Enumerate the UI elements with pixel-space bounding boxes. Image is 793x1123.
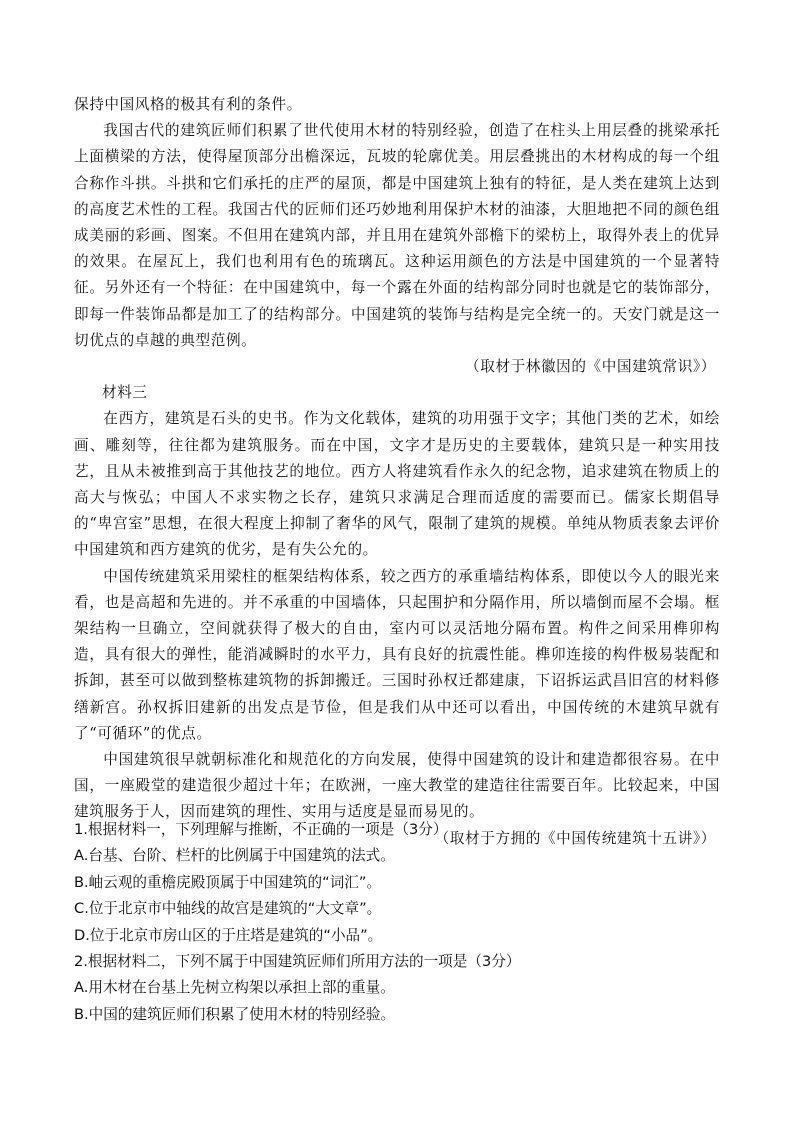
material-heading: 材料三 [102,384,148,402]
source-citation: （取材于方拥的《中国传统建筑十五讲》） [434,829,716,847]
passage-paragraph: 保持中国风格的极其有利的条件。 [74,96,302,113]
answer-option-a: A.台基、台阶、栏杆的比例属于中国建筑的法式。 [74,847,395,865]
answer-option-b: B.中国的建筑匠师们积累了使用木材的特别经验。 [74,1005,396,1023]
passage-paragraph: 在西方，建筑是石头的史书。作为文化载体，建筑的功用强于文字；其他门类的艺术，如绘画、雕刻等，往往都为建筑服务。而在中国，文字才是历史的主要载体，建筑只是一种实用技艺，且从未被推到高于其他技艺的地位。西方人将建筑看作永久的纪念物，追求建筑在物质上的高大与恢弘；中国人不求实物之长存，建筑只求满足合理而适度的需要而已。儒家长期倡导的“卑宫室”思想，在很大程度上抑制了奢华的风气，限制了建筑的规模。单纯从物质表象去评价中国建筑和西方建筑的优劣，是有失公允的。 [74,410,720,559]
question-stem: 1.根据材料一，下列理解与推断，不正确的一项是（3分） [74,821,448,838]
reading-passage [74,92,720,852]
source-citation: （取材于林徽因的《中国建筑常识》） [465,358,716,376]
answer-option-a: A.用木材在台基上先树立构架以承担上部的重量。 [74,979,395,997]
answer-option-d: D.位于北京市房山区的于庄塔是建筑的“小品”。 [74,926,383,944]
passage-paragraph: 我国古代的建筑匠师们积累了世代使用木材的特别经验，创造了在柱头上用层叠的挑梁承托上面横梁的方法，使得屋顶部分出檐深远，瓦坡的轮廓优美。用层叠挑出的木材构成的每一个组合称作斗拱。斗拱和它们承托的庄严的屋顶，都是中国建筑上独有的特征，是人类在建筑上达到的高度艺术性的工程。我国古代的匠师们还巧妙地利用保护木材的油漆，大胆地把不同的颜色组成美丽的彩画、图案。不但用在建筑内部，并且用在建筑外部檐下的梁枋上，取得外表上的优异的效果。在屋瓦上，我们也利用有色的琉璃瓦。这种运用颜色的方法是中国建筑的一个显著特征。另外还有一个特征：在中国建筑中，每一个露在外面的结构部分同时也就是它的装饰部分，即每一件装饰品都是加工了的结构部分。中国建筑的装饰与结构是完全统一的。天安门就是这一切优点的卓越的典型范例。 [74,122,720,349]
answer-option-b: B.岫云观的重檐庑殿顶属于中国建筑的“词汇”。 [74,873,382,891]
passage-paragraph: 中国建筑很早就朝标准化和规范化的方向发展，使得中国建筑的设计和建造都很容易。在中国，一座殿堂的建造很少超过十年；在欧洲，一座大教堂的建造往往需要百年。比较起来，中国建筑服务于人，因而建筑的理性、实用与适度是显而易见的。 [74,751,720,821]
question-stem: 2.根据材料二，下列不属于中国建筑匠师们所用方法的一项是（3分） [74,953,521,971]
answer-option-c: C.位于北京市中轴线的故宫是建筑的“大文章”。 [74,900,382,918]
passage-paragraph: 中国传统建筑采用梁柱的框架结构体系，较之西方的承重墙结构体系，即使以今人的眼光来看，也是高超和先进的。并不承重的中国墙体，只起围护和分隔作用，所以墙倒而屋不会塌。框架结构一旦确立，空间就获得了极大的自由，室内可以灵活地分隔布置。构件之间采用榫卯构造，具有很大的弹性，能消减瞬时的水平力，具有良好的抗震性能。榫卯连接的构件极易装配和拆卸，甚至可以做到整栋建筑物的拆卸搬迁。三国时孙权迁都建康，下诏拆运武昌旧宫的材料修缮新宫。孙权拆旧建新的出发点是节俭，但是我们从中还可以看出，中国传统的木建筑早就有了“可循环”的优点。 [74,567,720,742]
question-section [74,817,720,1028]
